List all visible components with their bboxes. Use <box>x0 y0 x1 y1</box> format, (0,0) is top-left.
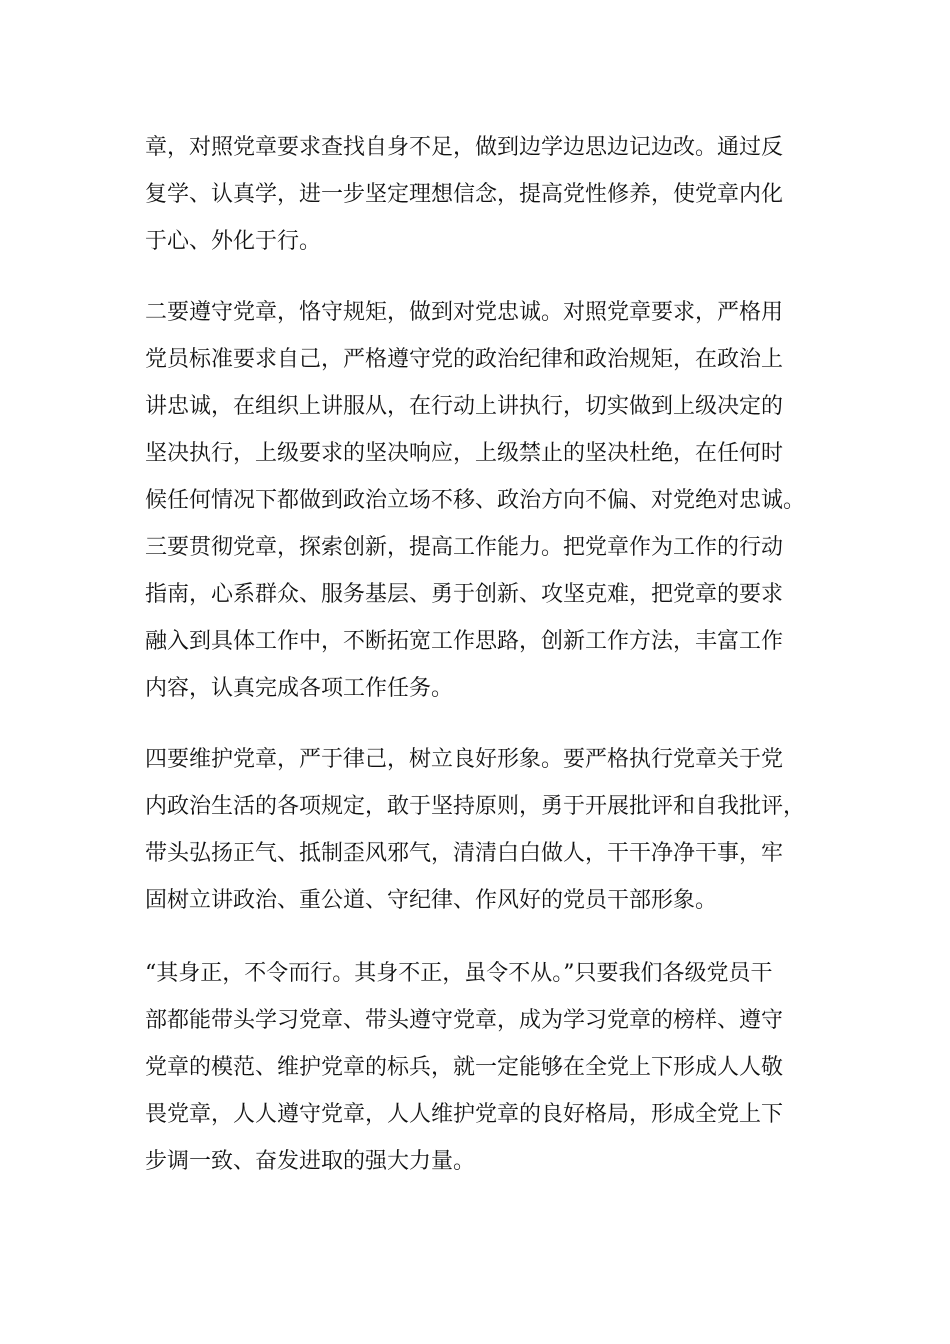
text-line: 候任何情况下都做到政治立场不移、政治方向不偏、对党绝对忠诚。 <box>145 488 806 513</box>
text-line: 带头弘扬正气、抵制歪风邪气，清清白白做人，干干净净干事，牢 <box>145 841 784 866</box>
text-line: 指南，心系群众、服务基层、勇于创新、攻坚克难，把党章的要求 <box>145 582 784 607</box>
text-line: 四要维护党章，严于律己，树立良好形象。要严格执行党章关于党 <box>145 747 784 772</box>
text-line: 固树立讲政治、重公道、守纪律、作风好的党员干部形象。 <box>145 888 718 913</box>
text-line: 章，对照党章要求查找自身不足，做到边学边思边记边改。通过反 <box>145 135 784 160</box>
text-line: 内政治生活的各项规定，敢于坚持原则，勇于开展批评和自我批评， <box>145 794 806 819</box>
text-line: “其身正，不令而行。其身不正，虽令不从。”只要我们各级党员干 <box>145 961 773 986</box>
text-line: 党员标准要求自己，严格遵守党的政治纪律和政治规矩，在政治上 <box>145 347 784 372</box>
text-line: 讲忠诚，在组织上讲服从，在行动上讲执行，切实做到上级决定的 <box>145 394 784 419</box>
text-line: 畏党章，人人遵守党章，人人维护党章的良好格局，形成全党上下 <box>145 1102 784 1127</box>
text-line: 坚决执行，上级要求的坚决响应，上级禁止的坚决杜绝，在任何时 <box>145 441 784 466</box>
text-line: 内容，认真完成各项工作任务。 <box>145 676 454 701</box>
text-line: 二要遵守党章，恪守规矩，做到对党忠诚。对照党章要求，严格用 <box>145 300 784 325</box>
text-line: 部都能带头学习党章、带头遵守党章，成为学习党章的榜样、遵守 <box>145 1008 784 1033</box>
text-line: 融入到具体工作中，不断拓宽工作思路，创新工作方法，丰富工作 <box>145 629 784 654</box>
text-line: 党章的模范、维护党章的标兵，就一定能够在全党上下形成人人敬 <box>145 1055 784 1080</box>
text-line: 复学、认真学，进一步坚定理想信念，提高党性修养，使党章内化 <box>145 182 784 207</box>
text-line: 三要贯彻党章，探索创新，提高工作能力。把党章作为工作的行动 <box>145 535 784 560</box>
text-line: 步调一致、奋发进取的强大力量。 <box>145 1149 476 1174</box>
text-line: 于心、外化于行。 <box>145 229 322 254</box>
